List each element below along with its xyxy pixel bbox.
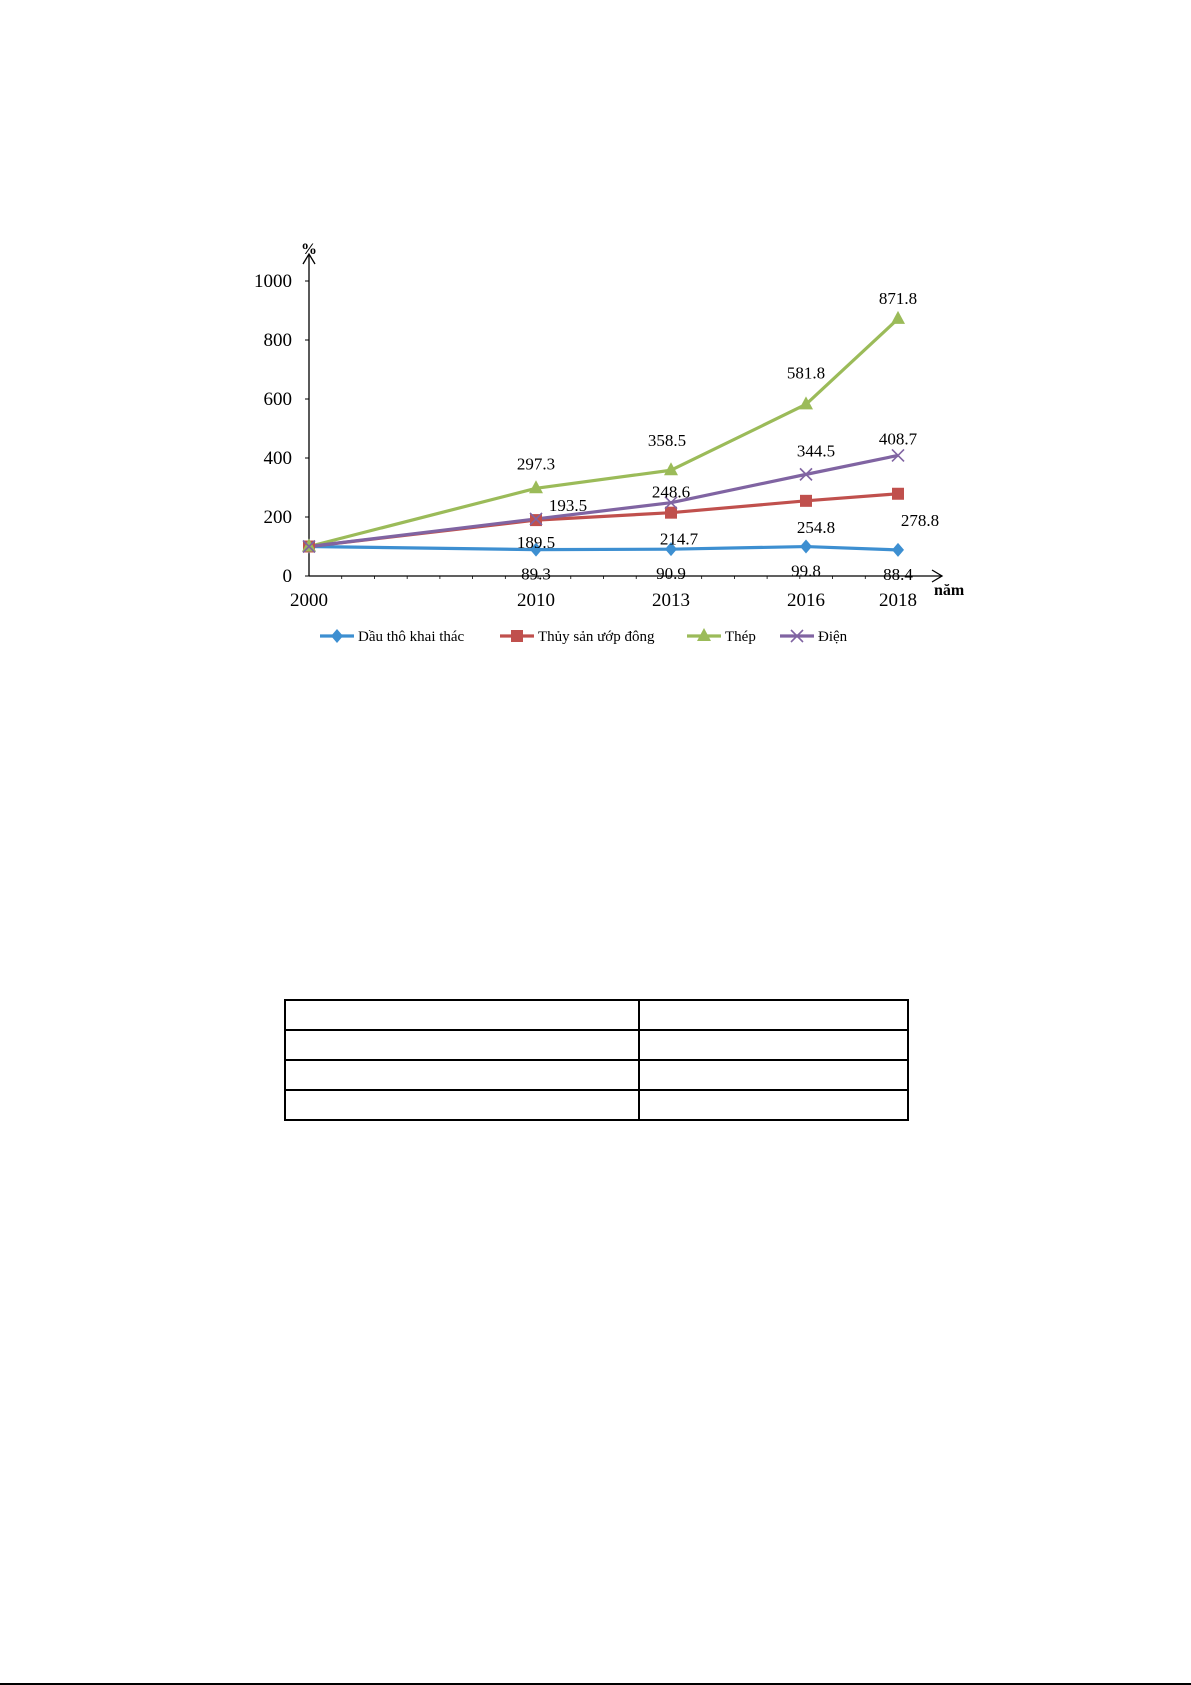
legend-label: Điện bbox=[818, 629, 848, 645]
y-tick-label: 600 bbox=[263, 389, 292, 410]
data-label: 248.6 bbox=[651, 482, 691, 502]
series-marker bbox=[800, 495, 812, 507]
table-cell bbox=[285, 1000, 639, 1030]
x-axis-label: năm bbox=[934, 582, 965, 599]
line-chart bbox=[0, 0, 1191, 700]
series-marker bbox=[530, 514, 542, 526]
series-marker bbox=[892, 543, 904, 557]
chart-series-lines bbox=[309, 319, 898, 553]
table-cell bbox=[639, 1060, 908, 1090]
data-label: 193.5 bbox=[548, 495, 588, 515]
series-marker bbox=[665, 507, 677, 519]
table-cell bbox=[639, 1000, 908, 1030]
data-label: 88.4 bbox=[883, 564, 913, 584]
data-label: 278.8 bbox=[900, 510, 940, 530]
table-cell bbox=[285, 1090, 639, 1120]
data-label: 871.8 bbox=[878, 288, 918, 308]
data-label: 89.3 bbox=[521, 564, 551, 584]
data-label: 99.8 bbox=[791, 561, 821, 581]
data-label: 358.5 bbox=[647, 431, 687, 451]
series-marker bbox=[892, 488, 904, 500]
data-label: 581.8 bbox=[786, 363, 826, 383]
x-tick-label: 2010 bbox=[517, 590, 555, 611]
data-label: 254.8 bbox=[796, 517, 836, 537]
legend-swatch-marker bbox=[331, 629, 343, 643]
data-label: 189.5 bbox=[516, 533, 556, 553]
y-tick-label: 200 bbox=[263, 507, 292, 528]
x-tick-label: 2018 bbox=[879, 590, 917, 611]
chart-legend bbox=[320, 628, 848, 645]
legend-label: Thép bbox=[725, 629, 756, 645]
table-row bbox=[285, 1030, 908, 1060]
data-label: 297.3 bbox=[516, 454, 556, 474]
answer-table bbox=[284, 999, 909, 1121]
data-label: 408.7 bbox=[878, 429, 918, 449]
data-label: 214.7 bbox=[659, 529, 699, 549]
legend-label: Thủy sản ướp đông bbox=[538, 629, 655, 645]
table-cell bbox=[285, 1030, 639, 1060]
y-tick-label: 0 bbox=[282, 566, 292, 587]
table-cell bbox=[285, 1060, 639, 1090]
data-label: 344.5 bbox=[796, 441, 836, 461]
table-cell bbox=[639, 1090, 908, 1120]
x-tick-label: 2016 bbox=[787, 590, 825, 611]
y-axis-label: % bbox=[301, 241, 317, 258]
series-marker bbox=[800, 540, 812, 554]
y-tick-label: 400 bbox=[263, 448, 292, 469]
table-row bbox=[285, 1090, 908, 1120]
table-row bbox=[285, 1060, 908, 1090]
x-tick-label: 2013 bbox=[652, 590, 690, 611]
chart-data-labels bbox=[517, 289, 939, 584]
y-tick-label: 800 bbox=[263, 330, 292, 351]
legend-label: Dầu thô khai thác bbox=[358, 629, 465, 645]
legend-swatch-marker bbox=[511, 630, 523, 642]
table-cell bbox=[639, 1030, 908, 1060]
table-row bbox=[285, 1000, 908, 1030]
x-tick-label: 2000 bbox=[290, 590, 328, 611]
y-tick-label: 1000 bbox=[254, 271, 292, 292]
data-label: 90.9 bbox=[656, 564, 686, 584]
series-marker bbox=[891, 311, 905, 324]
chart-axes bbox=[301, 241, 965, 599]
